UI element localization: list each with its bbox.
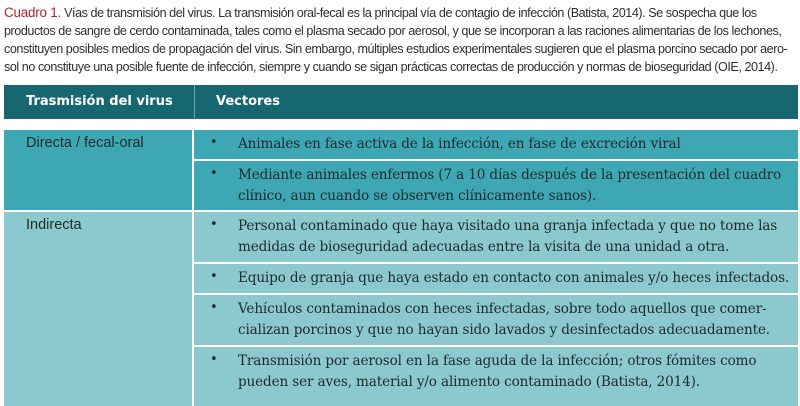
table-caption	[4, 4, 798, 76]
vector-text	[238, 268, 794, 289]
category-direct: Directa / fecal-oral	[4, 130, 192, 210]
bullet-icon: •	[210, 166, 218, 181]
caption-label: Cuadro 1.	[4, 5, 62, 20]
vector-text	[238, 216, 794, 258]
bullet-icon: •	[210, 217, 218, 232]
vector-line: Vehículos contaminados con heces infectadas, sobre todo aquellos que comer-	[238, 301, 767, 317]
caption-line-2: productos de sangre de cerdo contaminada, tales como el plasma secado por aerosol, y que se incorporan a las raciones alimentarias de los lechones,	[4, 24, 782, 38]
vector-item	[194, 295, 798, 345]
vector-line: clínico, aun cuando se observen clínicamente sanos).	[238, 188, 597, 204]
vector-item	[194, 264, 798, 293]
caption-line-3: constituyen posibles medios de propagación del virus. Sin embargo, múltiples estudios experimentales sugieren que el plasma porcino secado por aero-	[4, 42, 788, 56]
table-row-direct	[4, 130, 798, 210]
vector-text	[238, 165, 794, 207]
vector-line: pueden ser aves, material y/o alimento contaminado (Batista, 2014).	[238, 374, 700, 390]
vector-line: Equipo de granja que haya estado en contacto con animales y/o heces infectados.	[238, 270, 790, 286]
table-row-indirect	[4, 212, 798, 406]
bullet-icon: •	[210, 135, 218, 150]
bullet-icon: •	[210, 352, 218, 367]
vector-cells-direct	[194, 130, 798, 210]
vector-line: Mediante animales enfermos (7 a 10 días después de la presentación del cuadro	[238, 167, 781, 183]
caption-line-4: sol no constituye una posible fuente de infección, siempre y cuando se sigan prácticas correctas de producción y normas de bioseguridad (OIE, 2014).	[4, 60, 778, 74]
vector-text	[238, 134, 794, 155]
vector-text	[238, 299, 794, 341]
vector-line: Personal contaminado que haya visitado una granja infectada y que no tome las	[238, 218, 778, 234]
bullet-icon: •	[210, 269, 218, 284]
header-transmission: Trasmisión del virus	[26, 94, 173, 109]
category-indirect: Indirecta	[4, 212, 192, 406]
vector-cells-indirect	[194, 212, 798, 406]
vector-line: medidas de bioseguridad adecuadas entre la visita de una unidad a otra.	[238, 239, 730, 255]
vector-item	[194, 161, 798, 210]
vector-item	[194, 212, 798, 262]
caption-line-1	[4, 4, 798, 22]
vector-line: cializan porcinos y que no hayan sido lavados y desinfectados adecuadamente.	[238, 322, 770, 338]
vector-text	[238, 351, 794, 393]
header-vectors: Vectores	[216, 94, 280, 109]
caption-text-1: Vías de transmisión del virus. La transmisión oral-fecal es la principal vía de contagio de infección (Batista, 2014). Se sospecha que los	[64, 6, 757, 20]
bullet-icon: •	[210, 300, 218, 315]
vector-item	[194, 347, 798, 406]
vector-item	[194, 130, 798, 159]
header-gap	[4, 119, 798, 130]
vector-line: Animales en fase activa de la infección, en fase de excreción viral	[238, 136, 681, 152]
vector-line: Transmisión por aerosol en la fase aguda de la infección; otros fómites como	[238, 353, 757, 369]
table-header	[4, 85, 798, 119]
header-divider	[194, 85, 195, 119]
